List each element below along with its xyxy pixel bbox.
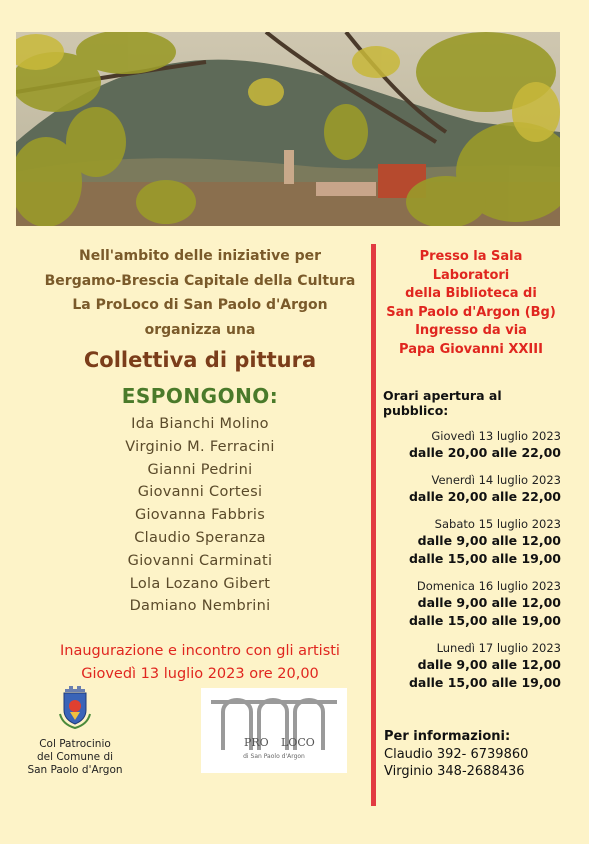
patronage-line: Col Patrocinio <box>39 738 111 750</box>
contact-heading: Per informazioni: <box>384 729 511 744</box>
patronage-text <box>20 738 130 777</box>
proloco-word: PRO <box>244 736 269 749</box>
contact-info <box>384 728 564 780</box>
artist-name: Virginio M. Ferracini <box>125 438 275 455</box>
venue-line: Papa Giovanni XXIII <box>399 341 543 357</box>
artist-name: Damiano Nembrini <box>129 598 271 615</box>
proloco-word: LOCO <box>281 736 315 749</box>
schedule-time: dalle 9,00 alle 12,00 <box>417 533 561 548</box>
column-divider <box>371 244 376 806</box>
schedule-time: dalle 15,00 alle 19,00 <box>408 613 561 628</box>
venue-text <box>381 248 561 359</box>
schedule-time: dalle 9,00 alle 12,00 <box>417 657 561 672</box>
venue-line: Ingresso da via <box>415 323 527 338</box>
schedule-day <box>381 429 561 462</box>
artist-name: Ida Bianchi Molino <box>131 416 269 432</box>
venue-line: della Biblioteca di <box>405 286 537 301</box>
artist-name: Giovanni Carminati <box>127 552 273 569</box>
schedule-date: Venerdì 14 luglio 2023 <box>431 473 561 487</box>
schedule-time: dalle 20,00 alle 22,00 <box>408 445 561 460</box>
opening-hours-heading: Orari apertura al pubblico: <box>383 388 502 418</box>
schedule-day <box>381 579 561 630</box>
patronage-line: San Paolo d'Argon <box>27 764 123 776</box>
schedule-date: Sabato 15 luglio 2023 <box>434 517 561 531</box>
schedule-date: Giovedì 13 luglio 2023 <box>431 429 561 443</box>
intro-line: Bergamo-Brescia Capitale della Cultura <box>44 272 356 289</box>
right-column <box>381 248 561 692</box>
proloco-subtitle: di San Paolo d'Argon <box>243 753 305 760</box>
artist-name: Giovanni Cortesi <box>137 484 263 501</box>
intro-line: Nell'ambito delle iniziative per <box>79 248 321 264</box>
espongono-heading: ESPONGONO: <box>121 384 279 408</box>
inauguration-line: Giovedì 13 luglio 2023 ore 20,00 <box>81 665 319 682</box>
schedule-time: dalle 9,00 alle 12,00 <box>417 595 561 610</box>
artist-name: Gianni Pedrini <box>147 461 253 478</box>
left-column <box>30 244 370 685</box>
venue-line: Presso la Sala Laboratori <box>419 249 523 283</box>
event-title: Collettiva di pittura <box>83 348 317 372</box>
venue-line: San Paolo d'Argon (Bg) <box>386 304 556 320</box>
proloco-logo <box>201 688 347 773</box>
inauguration-text <box>30 640 370 685</box>
patronage-line: del Comune di <box>36 751 114 763</box>
schedule-date: Lunedì 17 luglio 2023 <box>436 641 561 655</box>
contact-phone: Claudio 392- 6739860 <box>384 747 529 762</box>
municipality-crest-icon <box>56 684 94 730</box>
inauguration-line: Inaugurazione e incontro con gli artisti <box>60 643 340 660</box>
schedule-date: Domenica 16 luglio 2023 <box>416 579 561 593</box>
header-photo <box>16 32 560 226</box>
intro-line: organizza una <box>144 321 256 338</box>
artist-list <box>30 413 370 618</box>
artist-name: Claudio Speranza <box>134 529 266 546</box>
schedule-time: dalle 15,00 alle 19,00 <box>408 675 561 690</box>
artist-name: Giovanna Fabbris <box>134 507 266 524</box>
schedule-day <box>381 641 561 692</box>
artist-name: Lola Lozano Gibert <box>129 575 271 592</box>
intro-line: La ProLoco di San Paolo d'Argon <box>72 297 328 313</box>
schedule-day <box>381 517 561 568</box>
intro-text <box>30 244 370 342</box>
schedule-time: dalle 20,00 alle 22,00 <box>408 489 561 504</box>
schedule-day <box>381 473 561 506</box>
schedule-time: dalle 15,00 alle 19,00 <box>408 551 561 566</box>
contact-phone: Virginio 348-2688436 <box>384 764 525 779</box>
